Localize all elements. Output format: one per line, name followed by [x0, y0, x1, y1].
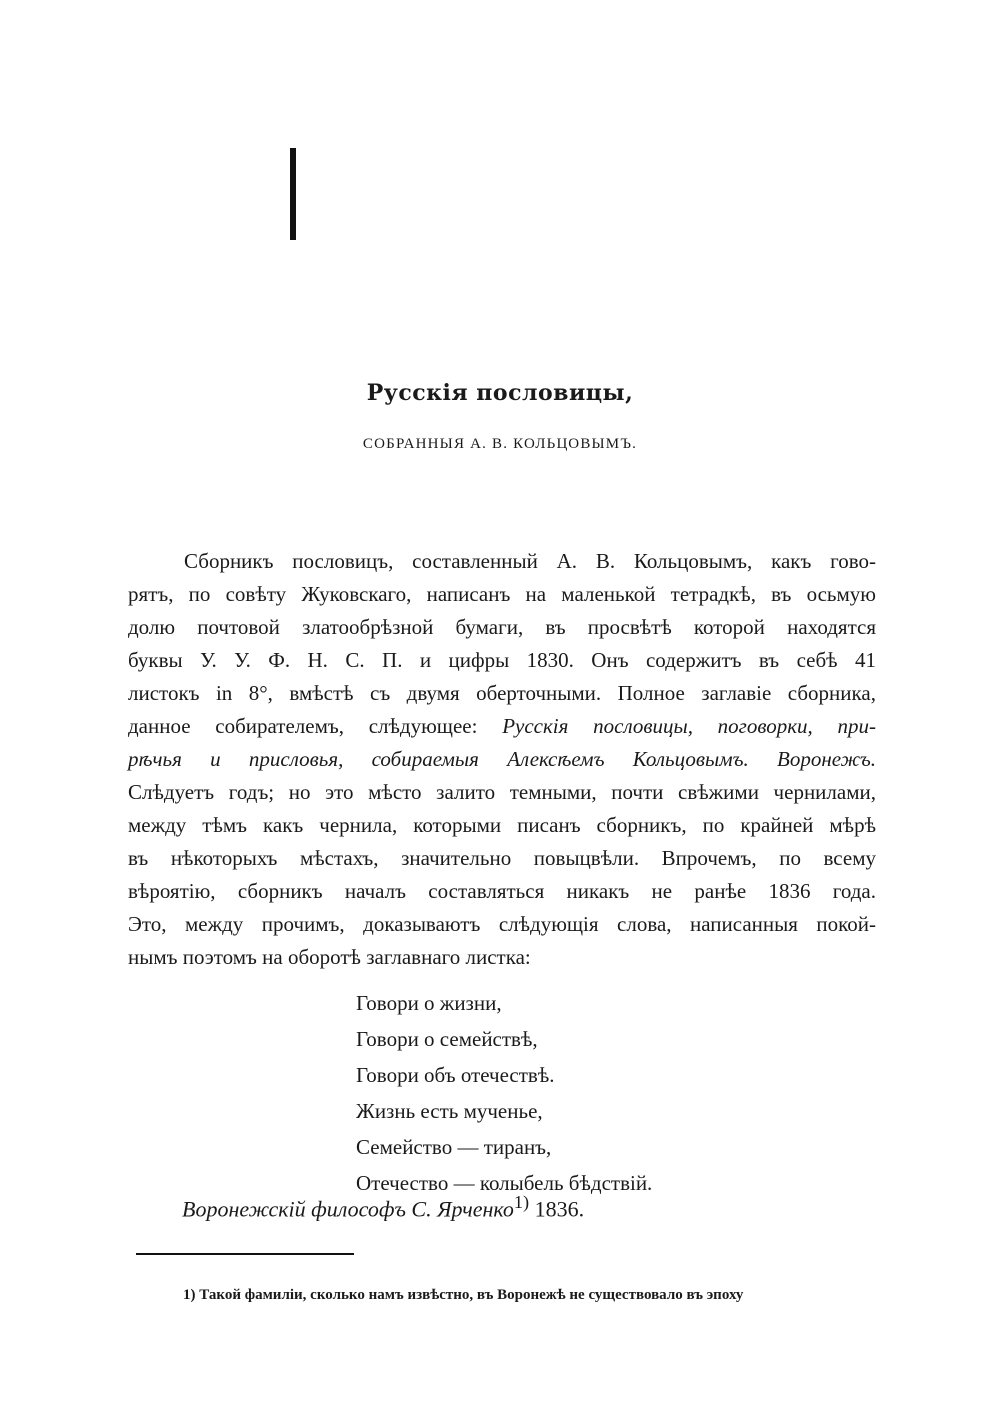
paragraph-line: Сборникъ пословицъ, составленный А. В. Кольцовымъ, какъ гово-	[184, 549, 876, 573]
paragraph-line: въ нѣкоторыхъ мѣстахъ, значительно повыцвѣли. Впрочемъ, по всему	[128, 846, 876, 870]
paragraph-line: вѣроятію, сборникъ началъ составляться никакъ не ранѣе 1836 года.	[128, 879, 876, 903]
paragraph-line: листокъ in 8°, вмѣстѣ съ двумя оберточными. Полное заглавіе сборника,	[128, 681, 876, 705]
paragraph-line: Слѣдуетъ годъ; но это мѣсто залито темными, почти свѣжими чернилами,	[128, 780, 876, 804]
poem-line: Семейство — тиранъ,	[356, 1135, 552, 1159]
collection-title-italic: рѣчья и присловья, собираемыя Алексѣемъ Кольцовымъ. Воронежъ.	[128, 747, 876, 771]
footnote-reference: 1)	[513, 1192, 530, 1212]
page-subtitle: СОБРАННЫЯ А. В. КОЛЬЦОВЫМЪ.	[362, 436, 638, 452]
paragraph-line: рятъ, по совѣту Жуковскаго, написанъ на маленькой тетрадкѣ, въ осьмую	[128, 582, 876, 606]
poem-line: Говори объ отечествѣ.	[356, 1063, 555, 1087]
poem-line: Отечество — колыбель бѣдствій.	[356, 1171, 653, 1195]
paragraph-line: нымъ поэтомъ на оборотѣ заглавнаго листка:	[128, 945, 531, 969]
paragraph-line-start: данное собирателемъ, слѣдующее:	[128, 714, 478, 738]
paragraph-line-mixed	[128, 710, 876, 743]
poem-block	[356, 985, 652, 1201]
poem-line: Говори о семействѣ,	[356, 1027, 538, 1051]
footnote-divider	[136, 1253, 354, 1255]
paragraph-line-italic	[128, 743, 876, 776]
poem-line: Говори о жизни,	[356, 991, 502, 1015]
paragraph-line: между тѣмъ какъ чернила, которыми писанъ сборникъ, по крайней мѣрѣ	[128, 813, 876, 837]
paragraph-line: буквы У. У. Ф. Н. С. П. и цифры 1830. Онъ содержитъ въ себѣ 41	[128, 648, 876, 672]
intro-paragraph	[128, 545, 876, 974]
signature-year: 1836.	[534, 1196, 585, 1222]
signature-author: Воронежскій философъ С. Ярченко	[182, 1196, 514, 1222]
footnote-text: 1) Такой фамиліи, сколько намъ извѣстно, въ Воронежѣ не существовало въ эпоху	[183, 1287, 744, 1303]
poem-line: Жизнь есть мученье,	[356, 1099, 543, 1123]
paragraph-line: Это, между прочимъ, доказываютъ слѣдующія слова, написанныя покой-	[128, 912, 876, 936]
signature-line	[182, 1192, 584, 1222]
collection-title-italic: Русскія пословицы, поговорки, при-	[502, 714, 876, 738]
margin-bar-mark	[290, 148, 296, 240]
page-title: Русскія пословицы,	[366, 380, 634, 406]
paragraph-line: долю почтовой златообрѣзной бумаги, въ просвѣтѣ которой находятся	[128, 615, 876, 639]
